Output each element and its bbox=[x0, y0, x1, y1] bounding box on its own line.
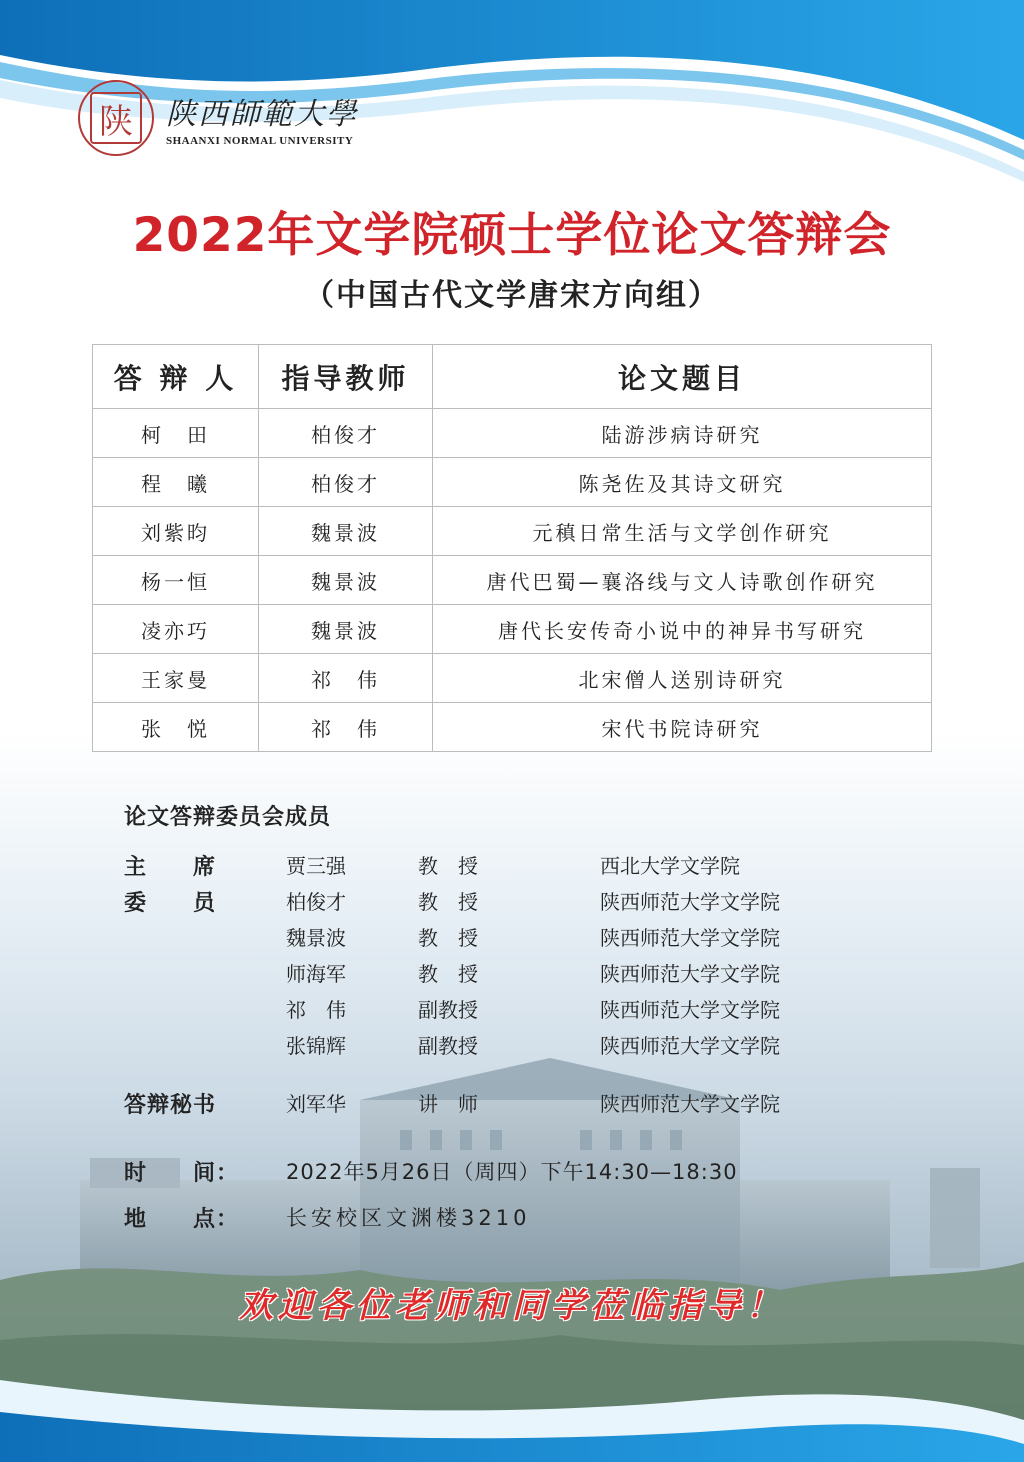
thesis-cell: 唐代巴蜀—襄洛线与文人诗歌创作研究 bbox=[433, 556, 932, 605]
member-org: 西北大学文学院 bbox=[600, 854, 740, 878]
member-name: 张锦辉 bbox=[286, 1034, 346, 1058]
advisor-cell: 祁 伟 bbox=[259, 703, 433, 752]
time-value: 2022年5月26日（周四）下午14:30—18:30 bbox=[286, 1160, 738, 1184]
university-name-en: SHAANXI NORMAL UNIVERSITY bbox=[166, 135, 354, 147]
table-row bbox=[93, 654, 932, 703]
time-label: 时 间： bbox=[124, 1161, 240, 1186]
member-role: 委 员 bbox=[124, 891, 217, 916]
member-org: 陕西师范大学文学院 bbox=[600, 926, 780, 950]
thesis-cell: 唐代长安传奇小说中的神异书写研究 bbox=[433, 605, 932, 654]
thesis-cell: 元稹日常生活与文学创作研究 bbox=[433, 507, 932, 556]
member-name: 贾三强 bbox=[286, 854, 346, 878]
table-row bbox=[93, 605, 932, 654]
page-title: 2022年文学院硕士学位论文答辩会 bbox=[132, 208, 892, 263]
university-logo bbox=[78, 80, 358, 156]
member-org: 陕西师范大学文学院 bbox=[600, 890, 780, 914]
thesis-cell: 北宋僧人送别诗研究 bbox=[433, 654, 932, 703]
header-advisor: 指导教师 bbox=[259, 345, 433, 409]
committee-section-title: 论文答辩委员会成员 bbox=[124, 805, 332, 830]
defender-cell: 张 悦 bbox=[93, 703, 259, 752]
advisor-cell: 柏俊才 bbox=[259, 458, 433, 507]
member-rank: 副教授 bbox=[418, 998, 478, 1022]
table-row bbox=[93, 409, 932, 458]
thesis-cell: 陆游涉病诗研究 bbox=[433, 409, 932, 458]
table-row bbox=[93, 556, 932, 605]
member-name: 柏俊才 bbox=[286, 890, 346, 914]
place-value: 长安校区文渊楼3210 bbox=[286, 1206, 531, 1230]
defender-cell: 王家曼 bbox=[93, 654, 259, 703]
table-row bbox=[93, 458, 932, 507]
seal-character: 陕 bbox=[90, 92, 142, 144]
advisor-cell: 祁 伟 bbox=[259, 654, 433, 703]
member-role: 主 席 bbox=[124, 855, 217, 880]
member-name: 祁 伟 bbox=[286, 998, 346, 1022]
member-org: 陕西师范大学文学院 bbox=[600, 998, 780, 1022]
table-row bbox=[93, 507, 932, 556]
member-name: 师海军 bbox=[286, 962, 346, 986]
header-defender: 答 辩 人 bbox=[93, 345, 259, 409]
table-header-row bbox=[93, 345, 932, 409]
university-name-cn: 陕西師範大學 bbox=[166, 97, 358, 132]
advisor-cell: 柏俊才 bbox=[259, 409, 433, 458]
secretary-rank: 讲 师 bbox=[418, 1092, 478, 1116]
header-thesis-title: 论文题目 bbox=[433, 345, 932, 409]
advisor-cell: 魏景波 bbox=[259, 605, 433, 654]
welcome-message: 欢迎各位老师和同学莅临指导！ bbox=[239, 1286, 785, 1326]
defense-schedule-table bbox=[92, 344, 932, 752]
defender-cell: 杨一恒 bbox=[93, 556, 259, 605]
table-row bbox=[93, 703, 932, 752]
university-seal bbox=[78, 80, 154, 156]
advisor-cell: 魏景波 bbox=[259, 556, 433, 605]
defender-cell: 程 曦 bbox=[93, 458, 259, 507]
member-rank: 教 授 bbox=[418, 890, 478, 914]
secretary-name: 刘军华 bbox=[286, 1092, 346, 1116]
member-name: 魏景波 bbox=[286, 926, 346, 950]
member-rank: 副教授 bbox=[418, 1034, 478, 1058]
secretary-org: 陕西师范大学文学院 bbox=[600, 1092, 780, 1116]
member-org: 陕西师范大学文学院 bbox=[600, 962, 780, 986]
defender-cell: 刘紫昀 bbox=[93, 507, 259, 556]
member-rank: 教 授 bbox=[418, 854, 478, 878]
member-org: 陕西师范大学文学院 bbox=[600, 1034, 780, 1058]
member-rank: 教 授 bbox=[418, 926, 478, 950]
advisor-cell: 魏景波 bbox=[259, 507, 433, 556]
secretary-role: 答辩秘书 bbox=[124, 1093, 217, 1118]
thesis-cell: 陈尧佐及其诗文研究 bbox=[433, 458, 932, 507]
page-subtitle: （中国古代文学唐宋方向组） bbox=[304, 278, 720, 313]
member-rank: 教 授 bbox=[418, 962, 478, 986]
defender-cell: 凌亦巧 bbox=[93, 605, 259, 654]
thesis-cell: 宋代书院诗研究 bbox=[433, 703, 932, 752]
defender-cell: 柯 田 bbox=[93, 409, 259, 458]
place-label: 地 点： bbox=[124, 1207, 240, 1232]
